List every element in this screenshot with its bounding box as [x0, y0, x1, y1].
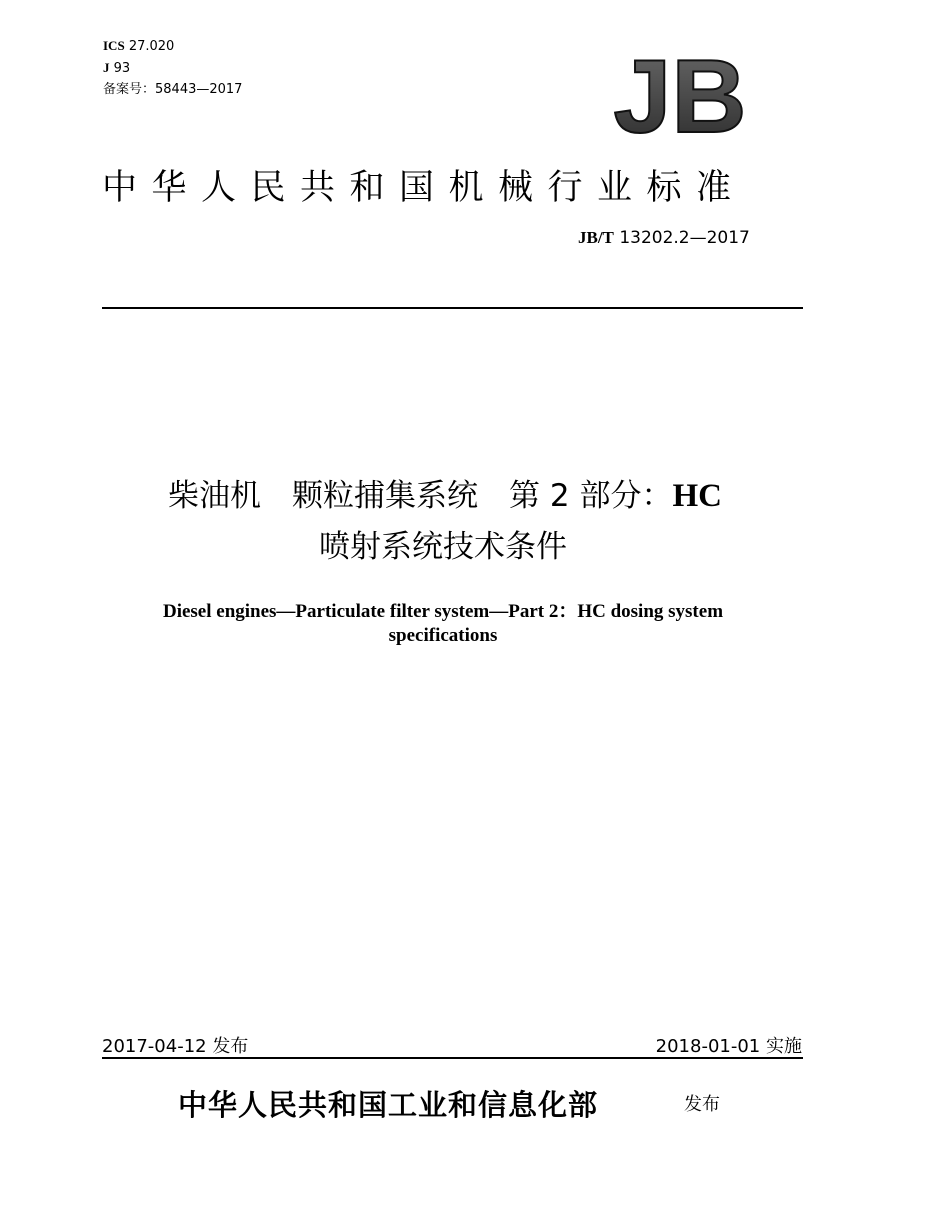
jb-logo-icon: [600, 48, 760, 138]
title-en-line1: Diesel engines—Particulate filter system—Part 2：HC dosing system: [162, 601, 724, 622]
title-cn-line2: 喷射系统技术条件: [319, 529, 567, 565]
standard-number-prefix: JB/T: [578, 228, 614, 247]
ics-code: [103, 38, 174, 55]
bottom-divider: [102, 1057, 803, 1059]
issuing-authority: 中华人民共和国工业和信息化部: [178, 1088, 599, 1122]
record-number: 备案号：58443—2017: [103, 82, 243, 97]
issuing-authority-suffix: 发布: [684, 1094, 720, 1115]
issue-date: 2017-04-12 发布: [102, 1036, 249, 1057]
title-en-line2: specifications: [388, 625, 498, 646]
logo-text: JB: [613, 48, 747, 138]
title-cn-line1-hc: HC: [672, 478, 722, 514]
j-code: [103, 60, 130, 77]
implementation-date: 2018-01-01 实施: [655, 1036, 802, 1057]
ics-label: ICS: [103, 38, 125, 53]
standard-type: 中华人民共和国机械行业标准: [102, 168, 746, 208]
top-divider: [102, 307, 803, 309]
title-cn-line1-main: 柴油机 颗粒捕集系统 第 2 部分：: [168, 478, 673, 514]
j-value: 93: [113, 61, 131, 76]
ics-value: 27.020: [128, 39, 175, 54]
standard-number-value: 13202.2—2017: [619, 228, 750, 248]
standard-number: [578, 228, 750, 248]
title-cn-line1: [0, 470, 890, 515]
j-label: J: [103, 60, 110, 75]
